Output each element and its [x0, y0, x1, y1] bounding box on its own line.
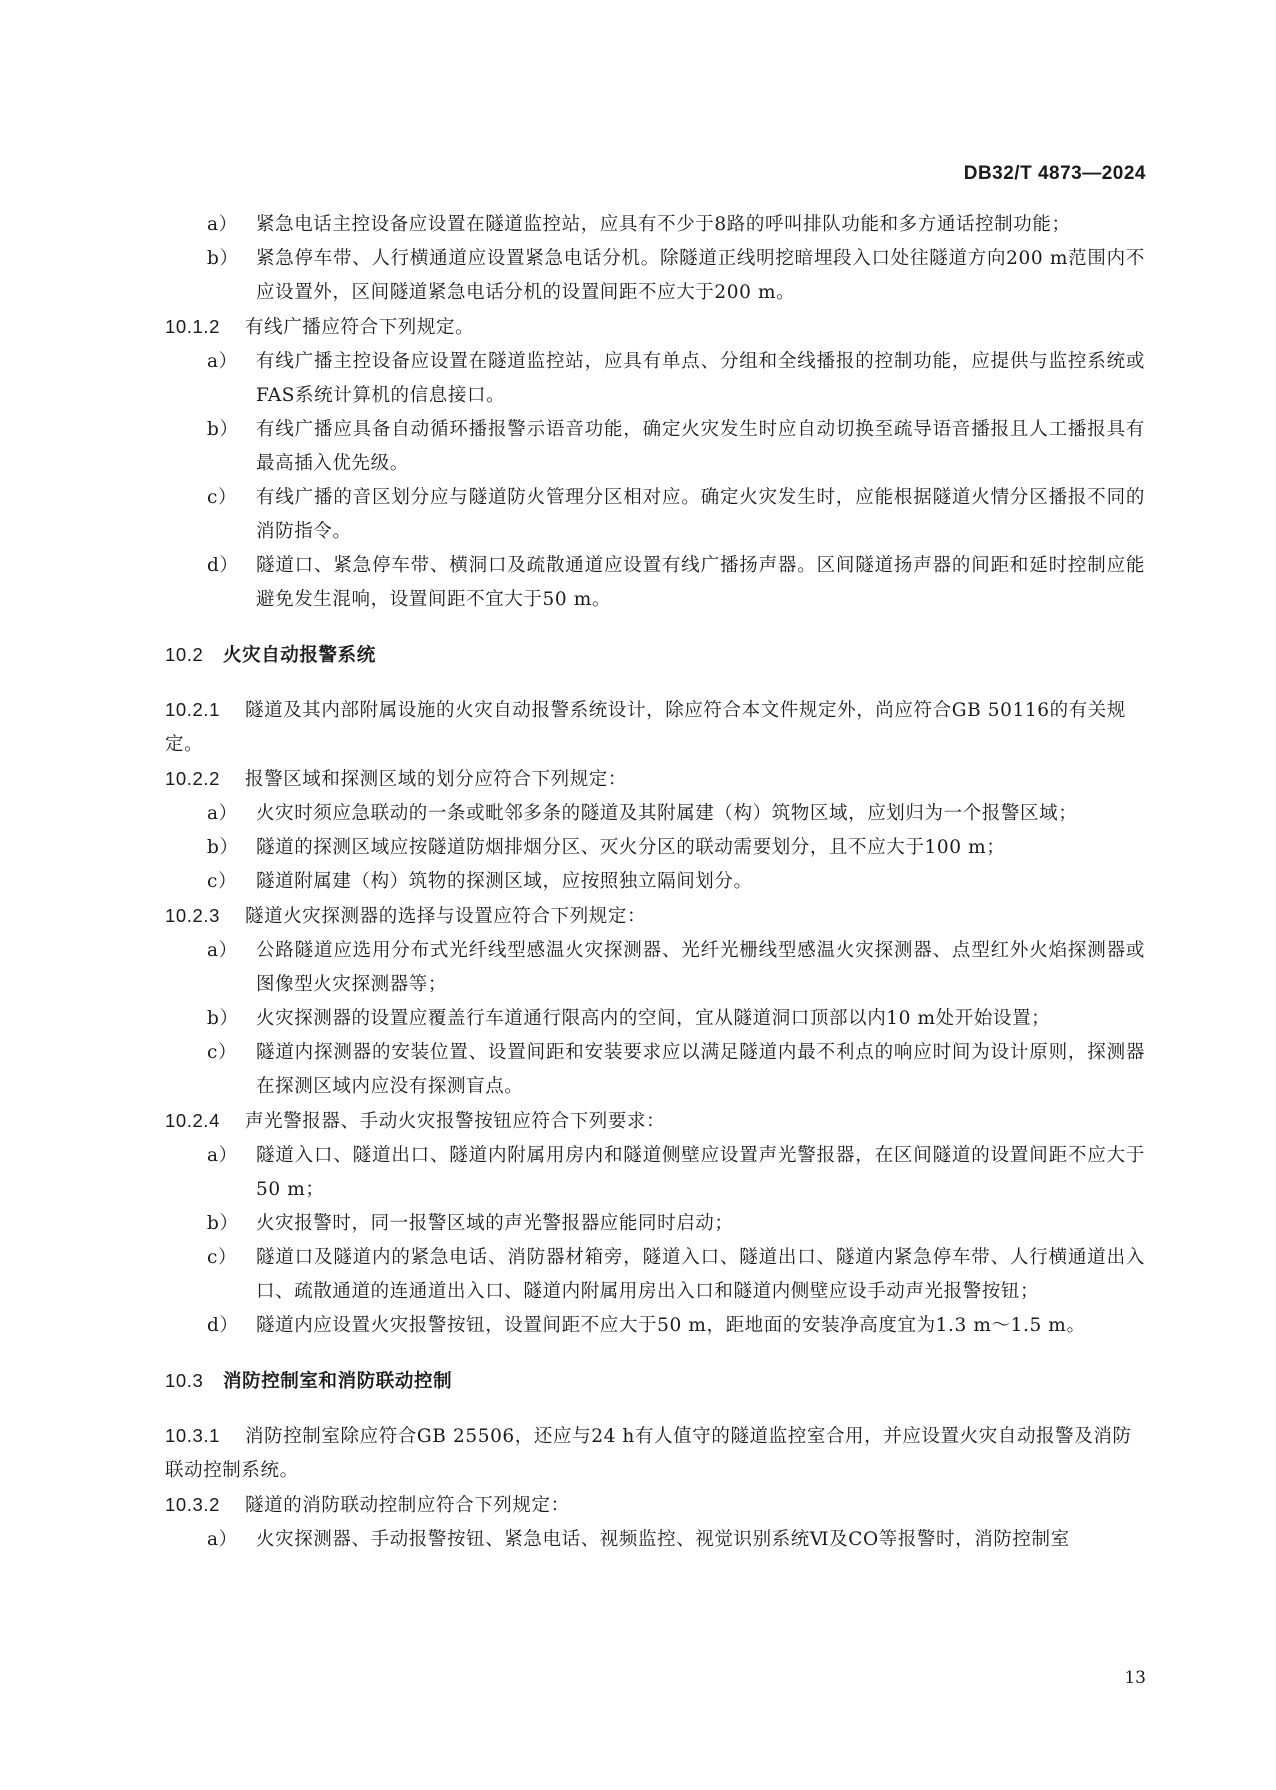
document-body [165, 208, 1145, 1557]
list-item-marker: d） [207, 555, 239, 576]
list-item-marker: c） [207, 1042, 238, 1063]
clause-text: 报警区域和探测区域的划分应符合下列规定： [245, 769, 628, 790]
list-item [165, 1207, 1145, 1241]
list-item-marker: c） [207, 871, 238, 892]
list-item [165, 865, 1145, 899]
list-item [165, 831, 1145, 865]
list-item-marker: a） [207, 351, 238, 372]
clause-number: 10.2.2 [165, 768, 221, 789]
list-item-text: 紧急停车带、人行横通道应设置紧急电话分机。除隧道正线明挖暗埋段入口处往隧道方向200 m范围内不应设置外，区间隧道紧急电话分机的设置间距不应大于200 m。 [256, 248, 1145, 303]
list-item-text: 火灾探测器的设置应覆盖行车道通行限高内的空间，宜从隧道洞口顶部以内10 m处开始设置； [256, 1008, 1051, 1029]
section-title: 消防控制室和消防联动控制 [223, 1370, 453, 1391]
page-number: 13 [1124, 1668, 1146, 1688]
section-heading [165, 638, 1145, 672]
clause-number: 10.1.2 [165, 316, 221, 337]
list-item [165, 1139, 1145, 1207]
list-item-marker: b） [207, 1213, 239, 1234]
list-item [165, 934, 1145, 1002]
clause-text: 声光警报器、手动火灾报警按钮应符合下列要求： [245, 1111, 666, 1132]
list-item [165, 549, 1145, 617]
list-item-text: 有线广播应具备自动循环播报警示语音功能，确定火灾发生时应自动切换至疏导语音播报且人工播报具有最高插入优先级。 [256, 419, 1145, 474]
list-item-text: 隧道附属建（构）筑物的探测区域，应按照独立隔间划分。 [256, 871, 753, 892]
list-item-marker: a） [207, 214, 238, 235]
clause-number: 10.2.3 [165, 905, 221, 926]
list-item-text: 公路隧道应选用分布式光纤线型感温火灾探测器、光纤光栅线型感温火灾探测器、点型红外火焰探测器或图像型火灾探测器等； [256, 940, 1145, 995]
list-item-text: 有线广播的音区划分应与隧道防火管理分区相对应。确定火灾发生时，应能根据隧道火情分区播报不同的消防指令。 [256, 487, 1145, 542]
list-item [165, 1002, 1145, 1036]
clause-paragraph [165, 1419, 1145, 1488]
clause-text: 消防控制室除应符合GB 25506，还应与24 h有人值守的隧道监控室合用，并应设置火灾自动报警及消防联动控制系统。 [165, 1426, 1132, 1481]
list-item-text: 紧急电话主控设备应设置在隧道监控站，应具有不少于8路的呼叫排队功能和多方通话控制功能； [256, 214, 1071, 235]
list-item [165, 1241, 1145, 1309]
clause-paragraph [165, 693, 1145, 762]
clause-paragraph [165, 310, 1145, 345]
clause-paragraph [165, 1104, 1145, 1139]
document-code: DB32/T 4873—2024 [963, 163, 1146, 184]
list-item [165, 797, 1145, 831]
section-number: 10.3 [165, 1370, 204, 1391]
list-item-text: 隧道入口、隧道出口、隧道内附属用房内和隧道侧壁应设置声光警报器，在区间隧道的设置间距不应大于50 m； [256, 1145, 1145, 1200]
list-item-marker: a） [207, 803, 238, 824]
clause-paragraph [165, 899, 1145, 934]
clause-text: 隧道的消防联动控制应符合下列规定： [245, 1495, 570, 1516]
list-item-marker: c） [207, 487, 238, 508]
clause-number: 10.2.4 [165, 1110, 221, 1131]
section-heading [165, 1364, 1145, 1398]
list-item [165, 208, 1145, 242]
list-item-text: 火灾时须应急联动的一条或毗邻多条的隧道及其附属建（构）筑物区域，应划归为一个报警区域； [256, 803, 1078, 824]
list-item [165, 1309, 1145, 1343]
list-item [165, 1523, 1145, 1557]
list-item-marker: c） [207, 1247, 238, 1268]
list-item-text: 有线广播主控设备应设置在隧道监控站，应具有单点、分组和全线播报的控制功能，应提供与监控系统或FAS系统计算机的信息接口。 [256, 351, 1145, 406]
clause-number: 10.3.2 [165, 1494, 221, 1515]
list-item-text: 隧道内探测器的安装位置、设置间距和安装要求应以满足隧道内最不利点的响应时间为设计原则，探测器在探测区域内应没有探测盲点。 [256, 1042, 1145, 1097]
section-number: 10.2 [165, 644, 204, 665]
list-item [165, 242, 1145, 310]
clause-number: 10.3.1 [165, 1425, 221, 1446]
list-item-text: 隧道口、紧急停车带、横洞口及疏散通道应设置有线广播扬声器。区间隧道扬声器的间距和延时控制应能避免发生混响，设置间距不宜大于50 m。 [256, 555, 1145, 610]
list-item-text: 火灾报警时，同一报警区域的声光警报器应能同时启动； [256, 1213, 734, 1234]
list-item-text: 隧道内应设置火灾报警按钮，设置间距不应大于50 m，距地面的安装净高度宜为1.3 m～1.5 m。 [256, 1315, 1086, 1336]
clause-number: 10.2.1 [165, 699, 221, 720]
list-item-text: 隧道口及隧道内的紧急电话、消防器材箱旁，隧道入口、隧道出口、隧道内紧急停车带、人行横通道出入口、疏散通道的连通道出入口、隧道内附属用房出入口和隧道内侧壁应设手动声光报警按钮； [256, 1247, 1145, 1302]
list-item-marker: b） [207, 1008, 239, 1029]
list-item [165, 413, 1145, 481]
clause-paragraph [165, 1488, 1145, 1523]
list-item-marker: d） [207, 1315, 239, 1336]
clause-text: 隧道火灾探测器的选择与设置应符合下列规定： [245, 906, 647, 927]
list-item-marker: a） [207, 1145, 238, 1166]
clause-text: 隧道及其内部附属设施的火灾自动报警系统设计，除应符合本文件规定外，尚应符合GB 50116的有关规定。 [165, 700, 1127, 755]
list-item-marker: b） [207, 419, 239, 440]
clause-paragraph [165, 762, 1145, 797]
list-item [165, 1036, 1145, 1104]
list-item-marker: a） [207, 940, 238, 961]
list-item-text: 火灾探测器、手动报警按钮、紧急电话、视频监控、视觉识别系统Ⅵ及CO等报警时，消防控制室 [256, 1529, 1070, 1550]
list-item-marker: b） [207, 837, 239, 858]
section-title: 火灾自动报警系统 [223, 644, 376, 665]
list-item-text: 隧道的探测区域应按隧道防烟排烟分区、灭火分区的联动需要划分，且不应大于100 m； [256, 837, 1006, 858]
list-item-marker: b） [207, 248, 239, 269]
list-item [165, 481, 1145, 549]
list-item-marker: a） [207, 1529, 238, 1550]
clause-text: 有线广播应符合下列规定。 [245, 317, 475, 338]
list-item [165, 345, 1145, 413]
